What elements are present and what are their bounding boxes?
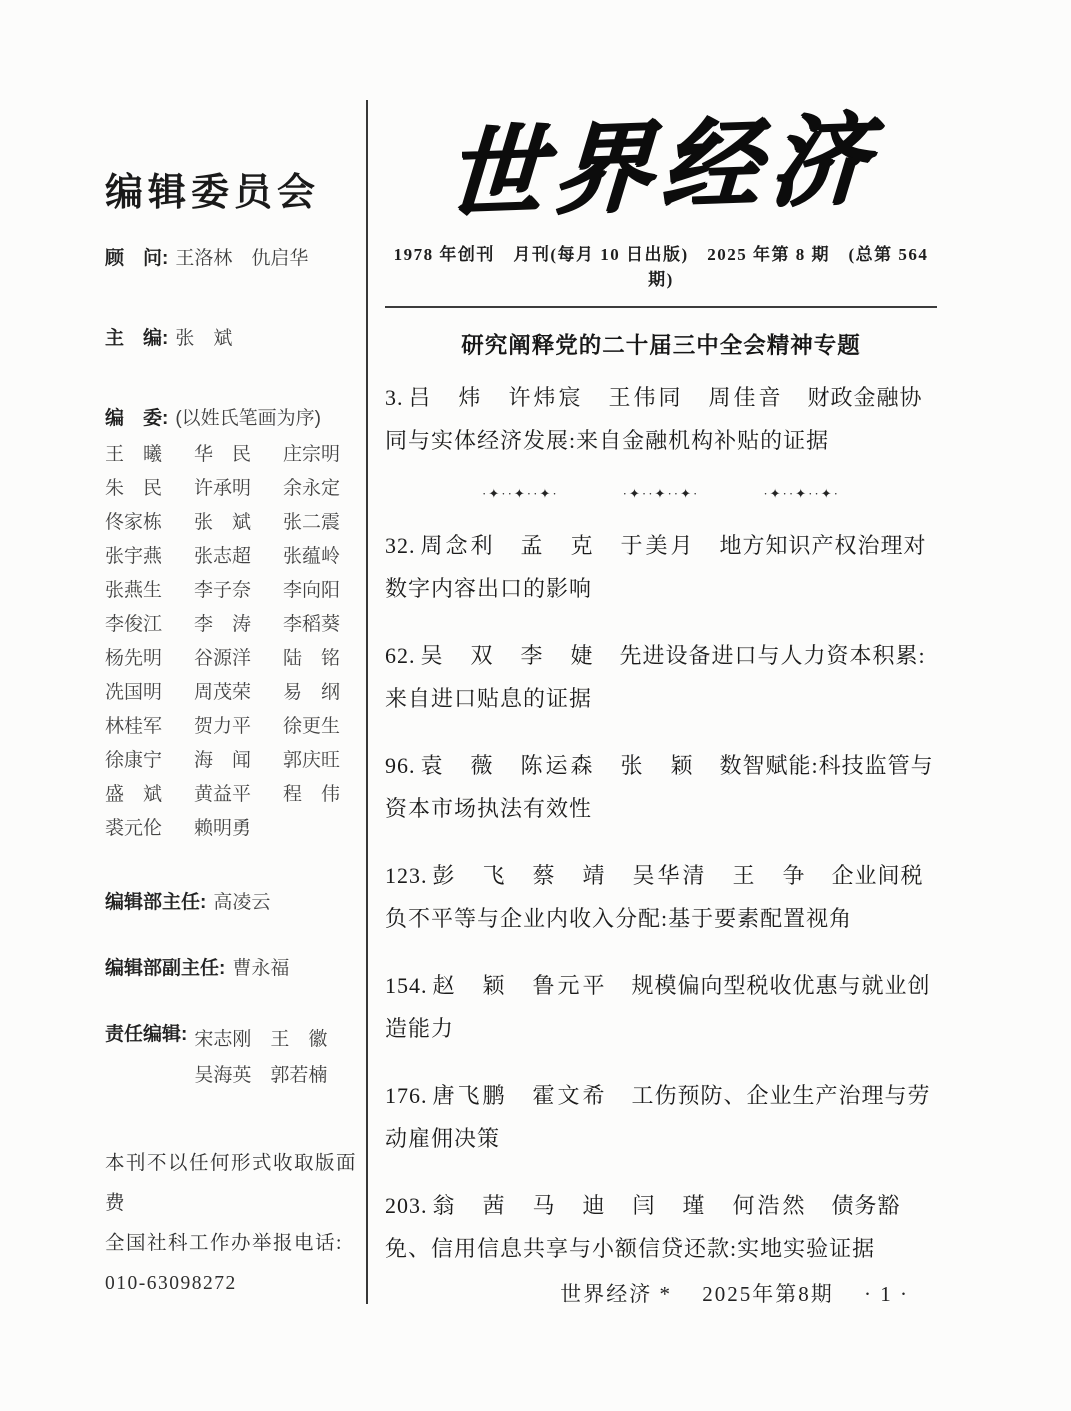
chief-editor-row bbox=[105, 326, 375, 352]
member-name: 王 曦 bbox=[105, 444, 163, 465]
member-name: 海 闻 bbox=[194, 750, 252, 771]
editorial-board-heading: 编辑委员会 bbox=[105, 172, 321, 214]
member-name: 朱 民 bbox=[105, 478, 163, 499]
entry-page-number: 203. bbox=[385, 1193, 428, 1218]
member-name: 裘元伦 bbox=[105, 818, 163, 839]
journal-notice bbox=[105, 1144, 375, 1304]
entry-authors: 吴 双 李 婕 bbox=[420, 643, 596, 668]
member-name: 李向阳 bbox=[283, 580, 341, 601]
toc-entry bbox=[385, 964, 937, 1050]
member-name: 李 涛 bbox=[194, 614, 252, 635]
dept-deputy-name: 曹永福 bbox=[232, 958, 290, 979]
chief-editor-name: 张 斌 bbox=[175, 328, 233, 349]
section-divider-ornament bbox=[385, 486, 937, 502]
member-name: 张志超 bbox=[194, 546, 252, 567]
member-name: 张蕴岭 bbox=[283, 546, 341, 567]
masthead-rule bbox=[385, 306, 937, 308]
dept-deputy-row bbox=[105, 956, 375, 982]
entry-page-number: 32. bbox=[385, 533, 416, 558]
ornament-glyphs: ·✦··✦··✦· bbox=[482, 486, 559, 501]
member-name: 徐康宁 bbox=[105, 750, 163, 771]
dept-director-name: 高凌云 bbox=[213, 892, 271, 913]
page-footer: 世界经济 * 2025年第8期 · 1 · bbox=[560, 1282, 909, 1306]
member-name: 庄宗明 bbox=[283, 444, 341, 465]
member-name: 贺力平 bbox=[194, 716, 252, 737]
entry-authors: 袁 薇 陈运森 张 颖 bbox=[420, 753, 696, 778]
managing-editors-names bbox=[194, 1022, 327, 1094]
entry-authors: 彭 飞 蔡 靖 吴华清 王 争 bbox=[432, 863, 808, 888]
entry-authors: 周念利 孟 克 于美月 bbox=[420, 533, 696, 558]
member-name: 李稻葵 bbox=[283, 614, 341, 635]
member-name: 陆 铭 bbox=[283, 648, 341, 669]
notice-line-fees: 本刊不以任何形式收取版面费 bbox=[105, 1153, 358, 1214]
toc-entry bbox=[385, 854, 937, 940]
special-topic-heading: 研究阐释党的二十届三中全会精神专题 bbox=[461, 333, 861, 358]
entry-title: 地方知识产权治理对数字内容出口的影响 bbox=[385, 533, 927, 601]
member-name: 李子奈 bbox=[194, 580, 252, 601]
member-name: 许承明 bbox=[194, 478, 252, 499]
entry-title: 财政金融协同与实体经济发展:来自金融机构补贴的证据 bbox=[385, 385, 923, 453]
entry-page-number: 96. bbox=[385, 753, 416, 778]
notice-phone-number: 010-63098272 bbox=[105, 1273, 237, 1294]
managing-editors-label: 责任编辑: bbox=[105, 1024, 188, 1045]
toc-entry bbox=[385, 634, 937, 720]
member-name: 周茂荣 bbox=[194, 682, 252, 703]
entry-authors: 赵 颖 鲁元平 bbox=[432, 973, 608, 998]
member-name: 佟家栋 bbox=[105, 512, 163, 533]
toc-entry bbox=[385, 524, 937, 610]
member-name bbox=[283, 812, 372, 846]
advisor-row bbox=[105, 246, 375, 272]
entry-page-number: 62. bbox=[385, 643, 416, 668]
entry-title: 规模偏向型税收优惠与就业创造能力 bbox=[385, 973, 931, 1041]
member-name: 林桂军 bbox=[105, 716, 163, 737]
managing-editors-line1: 宋志刚 王 徽 bbox=[194, 1029, 328, 1050]
committee-note: (以姓氏笔画为序) bbox=[175, 408, 321, 429]
member-name: 黄益平 bbox=[194, 784, 252, 805]
advisor-label: 顾 问: bbox=[105, 248, 169, 269]
toc-entry bbox=[385, 1074, 937, 1160]
member-name: 谷源洋 bbox=[194, 648, 252, 669]
member-name: 余永定 bbox=[283, 478, 341, 499]
member-name: 易 纲 bbox=[283, 682, 341, 703]
dept-director-row bbox=[105, 890, 375, 916]
entry-authors: 唐飞鹏 霍文希 bbox=[432, 1083, 608, 1108]
member-name: 盛 斌 bbox=[105, 784, 163, 805]
managing-editors-line2: 吴海英 郭若楠 bbox=[194, 1065, 328, 1086]
entry-page-number: 3. bbox=[385, 385, 404, 410]
member-name: 程 伟 bbox=[283, 784, 341, 805]
toc-entry bbox=[385, 376, 937, 462]
dept-director-label: 编辑部主任: bbox=[105, 892, 207, 913]
member-name: 郭庆旺 bbox=[283, 750, 341, 771]
dept-deputy-label: 编辑部副主任: bbox=[105, 958, 226, 979]
toc-entry bbox=[385, 1184, 937, 1270]
entry-title: 债务豁免、信用信息共享与小额信贷还款:实地实验证据 bbox=[385, 1193, 901, 1261]
managing-editors-row bbox=[105, 1022, 375, 1094]
committee-members-grid bbox=[105, 438, 375, 846]
chief-editor-label: 主 编: bbox=[105, 328, 169, 349]
entry-title: 先进设备进口与人力资本积累:来自进口贴息的证据 bbox=[385, 643, 926, 711]
member-name: 张 斌 bbox=[194, 512, 252, 533]
ornament-glyphs: ·✦··✦··✦· bbox=[763, 486, 840, 501]
member-name: 杨先明 bbox=[105, 648, 163, 669]
entry-title: 企业间税负不平等与企业内收入分配:基于要素配置视角 bbox=[385, 863, 924, 931]
advisor-names: 王洛林 仇启华 bbox=[175, 248, 309, 269]
ornament-glyphs: ·✦··✦··✦· bbox=[622, 486, 700, 501]
toc-entry bbox=[385, 744, 937, 830]
member-name: 张燕生 bbox=[105, 580, 163, 601]
contents-panel bbox=[385, 98, 937, 1294]
editorial-board-panel bbox=[105, 170, 375, 1304]
member-name: 华 民 bbox=[194, 444, 252, 465]
entry-page-number: 123. bbox=[385, 863, 428, 888]
committee-label: 编 委: bbox=[105, 408, 169, 429]
member-name: 张二震 bbox=[283, 512, 341, 533]
issue-info-line: 1978 年创刊 月刊(每月 10 日出版) 2025 年第 8 期 (总第 564 期) bbox=[393, 245, 929, 289]
entry-authors: 吕 炜 许炜宸 王伟同 周佳音 bbox=[408, 385, 784, 410]
entry-page-number: 154. bbox=[385, 973, 428, 998]
member-name: 赖明勇 bbox=[194, 818, 252, 839]
entry-title: 数智赋能:科技监管与资本市场执法有效性 bbox=[385, 753, 934, 821]
column-divider-line bbox=[366, 100, 368, 1304]
member-name: 张宇燕 bbox=[105, 546, 163, 567]
notice-line-hotline: 全国社科工作办举报电话: bbox=[105, 1233, 343, 1254]
entry-title: 工伤预防、企业生产治理与劳动雇佣决策 bbox=[385, 1083, 931, 1151]
entry-authors: 翁 茜 马 迪 闫 瑾 何浩然 bbox=[432, 1193, 808, 1218]
member-name: 冼国明 bbox=[105, 682, 163, 703]
entry-page-number: 176. bbox=[385, 1083, 428, 1108]
committee-row bbox=[105, 406, 375, 432]
journal-title-calligraphy: 世界经济 bbox=[442, 101, 881, 232]
member-name: 李俊江 bbox=[105, 614, 163, 635]
member-name: 徐更生 bbox=[283, 716, 341, 737]
